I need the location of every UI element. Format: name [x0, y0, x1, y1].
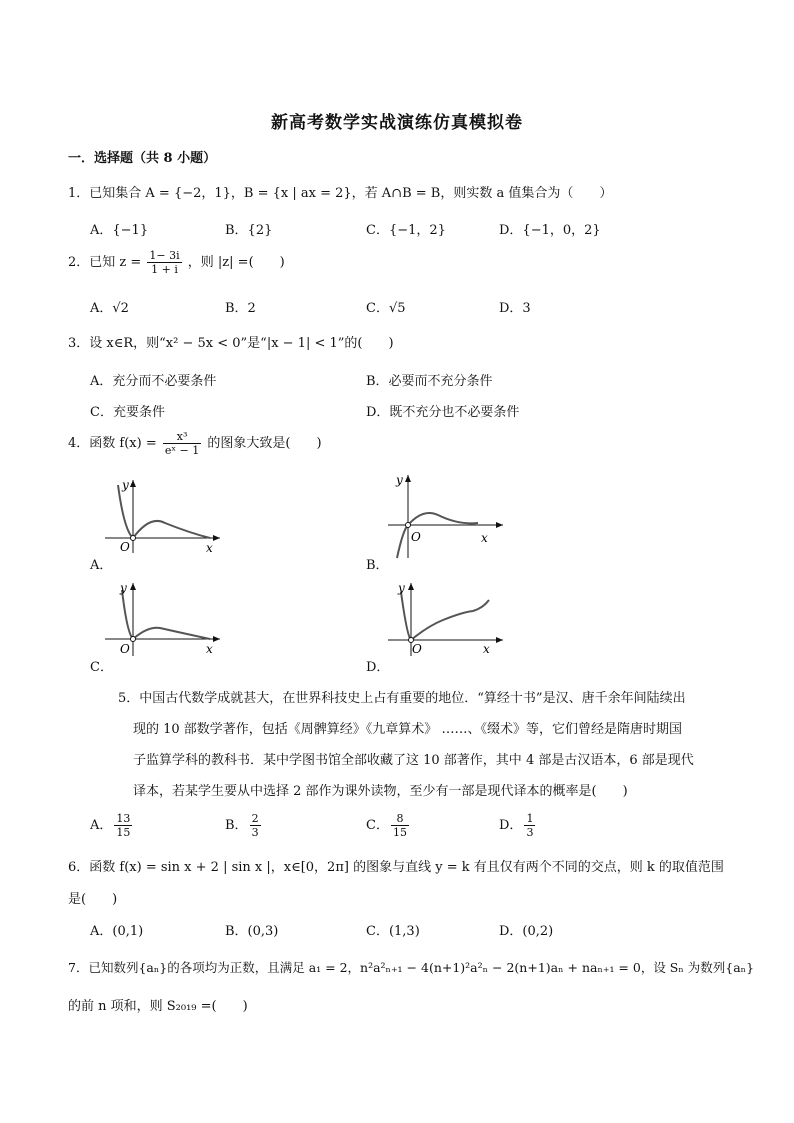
q5-option-c-label: C． — [366, 818, 389, 833]
q5-option-c[interactable] — [366, 812, 411, 839]
q2-denominator: 1 + i — [151, 263, 178, 276]
question-5-line-3: 子监算学科的教科书．某中学图书馆全部收藏了这 10 部著作，其中 4 部是古汉语本，6 部是现代 — [133, 753, 694, 768]
graph-b-axis-x: x — [481, 531, 488, 545]
q4-numerator: x³ — [163, 430, 201, 444]
section-heading: 一．选择题（共 8 小题） — [68, 151, 217, 166]
question-6-line-2: 是( ) — [68, 892, 118, 907]
graph-d-axis-x: x — [483, 642, 490, 656]
q4-option-c[interactable]: C． — [90, 660, 113, 675]
q1-option-c[interactable]: C．{−1，2} — [366, 223, 446, 238]
q2-prefix: 2．已知 z = — [68, 255, 142, 270]
q5-option-b-label: B． — [225, 818, 248, 833]
graph-c-axis-y: y — [120, 581, 127, 595]
q5-option-d-label: D． — [499, 818, 523, 833]
q5-option-a[interactable] — [90, 812, 134, 839]
graph-d-axis-y: y — [398, 581, 405, 595]
q3-option-a[interactable]: A．充分而不必要条件 — [90, 374, 217, 389]
q5-option-a-fraction — [114, 812, 132, 839]
q1-option-d[interactable]: D．{−1，0，2} — [499, 223, 601, 238]
q6-option-b[interactable]: B．(0,3) — [225, 924, 279, 939]
graph-c-axis-x: x — [206, 642, 213, 656]
q5-option-d-fraction — [524, 812, 535, 839]
question-1: 1．已知集合 A = {−2，1}，B = {x | ax = 2}，若 A∩B = B，则实数 a 值集合为（ ） — [68, 186, 613, 201]
graph-d[interactable] — [383, 578, 513, 662]
question-5-line-4: 译本，若某学生要从中选择 2 部作为课外读物，至少有一部是现代译本的概率是( ) — [133, 784, 628, 799]
q4-option-a[interactable]: A． — [90, 558, 113, 573]
question-6-line-1: 6．函数 f(x) = sin x + 2 | sin x |，x∈[0，2π] 的图象与直线 y = k 有且仅有两个不同的交点，则 k 的取值范围 — [68, 860, 724, 875]
graph-b-axis-y: y — [396, 473, 403, 487]
q5-option-a-label: A． — [90, 818, 113, 833]
q5-d-num: 1 — [526, 812, 534, 825]
page-title: 新高考数学实战演练仿真模拟卷 — [271, 113, 523, 133]
q3-option-c[interactable]: C．充要条件 — [90, 405, 165, 420]
q5-a-den: 15 — [116, 826, 131, 839]
graph-b-origin: O — [411, 530, 421, 544]
graph-a-origin: O — [120, 540, 130, 554]
q2-option-a[interactable]: A．√2 — [90, 301, 129, 316]
q2-fraction — [147, 249, 181, 276]
q5-a-num: 13 — [116, 812, 131, 825]
question-5-line-1: 5．中国古代数学成就甚大，在世界科技史上占有重要的地位．“算经十书”是汉、唐千余年间陆续出 — [118, 691, 686, 706]
q5-c-num: 8 — [391, 812, 409, 826]
q5-option-b-fraction — [250, 812, 261, 839]
q1-option-a[interactable]: A．{−1} — [90, 223, 149, 238]
q5-option-b[interactable] — [225, 812, 263, 839]
q5-option-c-fraction — [391, 812, 409, 839]
graph-b[interactable] — [383, 470, 513, 564]
q5-c-den: 15 — [392, 826, 407, 839]
q5-b-num: 2 — [251, 812, 259, 825]
q4-denominator: eˣ − 1 — [164, 444, 200, 457]
question-3: 3．设 x∈R，则“x² − 5x < 0”是“|x − 1| < 1”的( ) — [68, 336, 394, 351]
graph-c-origin: O — [120, 642, 130, 656]
q4-prefix: 4．函数 f(x) = — [68, 436, 157, 451]
question-7-line-1: 7．已知数列{aₙ}的各项均为正数，且满足 a₁ = 2，n²a²ₙ₊₁ − 4(n+1)²a²ₙ − 2(n+1)aₙ + naₙ₊₁ = 0，设 Sₙ 为数列{aₙ} — [68, 960, 755, 975]
graph-a-axis-y: y — [122, 478, 129, 492]
q6-option-a[interactable]: A．(0,1) — [90, 924, 144, 939]
q2-numerator: 1− 3i — [149, 249, 180, 262]
graph-c[interactable] — [100, 578, 230, 662]
q6-option-d[interactable]: D．(0,2) — [499, 924, 554, 939]
q1-option-b[interactable]: B．{2} — [225, 223, 273, 238]
q3-option-d[interactable]: D．既不充分也不必要条件 — [366, 405, 520, 420]
graph-d-origin: O — [412, 642, 422, 656]
q2-option-b[interactable]: B．2 — [225, 301, 256, 316]
q4-option-b[interactable]: B． — [366, 558, 389, 573]
graph-a-axis-x: x — [206, 541, 213, 555]
q2-option-c[interactable]: C．√5 — [366, 301, 406, 316]
question-5-line-2: 现的 10 部数学著作，包括《周髀算经》《九章算术》 ……、《缀术》等，它们曾经是隋唐时期国 — [133, 722, 682, 737]
question-2 — [68, 249, 285, 276]
q4-option-d[interactable]: D． — [366, 660, 390, 675]
q2-suffix: ，则 |z| =( ) — [187, 255, 285, 270]
q3-option-b[interactable]: B．必要而不充分条件 — [366, 374, 493, 389]
q4-suffix: 的图象大致是( ) — [207, 436, 322, 451]
q2-option-d[interactable]: D．3 — [499, 301, 531, 316]
question-4 — [68, 430, 322, 457]
q5-b-den: 3 — [251, 826, 259, 839]
graph-a[interactable] — [100, 475, 230, 559]
q5-d-den: 3 — [526, 826, 534, 839]
q6-option-c[interactable]: C．(1,3) — [366, 924, 420, 939]
q5-option-d[interactable] — [499, 812, 537, 839]
q4-fraction — [163, 430, 201, 457]
question-7-line-2: 的前 n 项和，则 S₂₀₁₉ =( ) — [68, 999, 248, 1014]
